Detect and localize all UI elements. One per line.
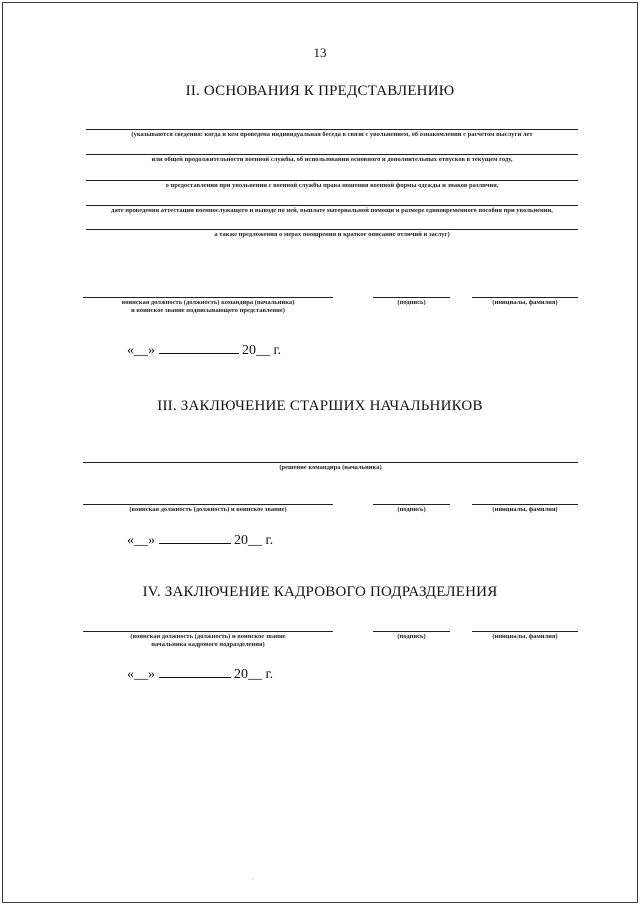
- caption-line-1: (указываются сведения: когда и кем проведена индивидуальная беседа в связи с увольнением, об ознакомлении с расчетом выслуги лет: [131, 131, 533, 138]
- date-day-s3: «__»: [127, 533, 155, 548]
- fill-line-4: [86, 205, 578, 206]
- footer-mark: ·: [251, 875, 254, 884]
- name-line-s4: [472, 631, 578, 632]
- name-caption-s3: (инициалы, фамилия): [492, 506, 558, 513]
- fill-line-2: [86, 154, 578, 155]
- date-year-s2: 20__ г.: [242, 343, 282, 358]
- date-month-blank-s4: [159, 664, 231, 678]
- date-month-blank-s2: [159, 340, 239, 354]
- signature-caption-s4: (подпись): [397, 633, 426, 640]
- section-3-title: III. ЗАКЛЮЧЕНИЕ СТАРШИХ НАЧАЛЬНИКОВ: [157, 398, 483, 414]
- decision-caption-s3: (решение командира (начальника): [279, 464, 382, 471]
- signature-caption-s2: (подпись): [397, 299, 426, 306]
- fill-line-5: [86, 229, 578, 230]
- document-page: [2, 2, 638, 903]
- date-day-s4: «__»: [127, 667, 155, 682]
- date-line-s4: [127, 664, 273, 683]
- caption-line-3: о предоставлении при увольнении с военной службы права ношения военной формы одежды и знаков различия,: [165, 182, 499, 189]
- signature-line-s2: [373, 297, 450, 298]
- position-caption-s4-line2: начальника кадрового подразделения): [151, 641, 265, 648]
- name-line-s3: [472, 504, 578, 505]
- date-line-s3: [127, 530, 273, 549]
- position-caption-s4-line1: (воинская должность (должность) и воинское звание: [130, 633, 286, 640]
- position-line-s2: [83, 297, 333, 298]
- page-number: 13: [313, 45, 327, 60]
- name-caption-s2: (инициалы, фамилия): [492, 299, 558, 306]
- signature-caption-s3: (подпись): [397, 506, 426, 513]
- position-caption-s3: (воинская должность (должность) и воинское звание): [129, 506, 287, 513]
- caption-line-2: или общей продолжительности военной службы, об использовании основного и дополнительных отпусков в текущем году,: [151, 156, 513, 163]
- name-caption-s4: (инициалы, фамилия): [492, 633, 558, 640]
- signature-line-s4: [373, 631, 450, 632]
- section-2-title: II. ОСНОВАНИЯ К ПРЕДСТАВЛЕНИЮ: [185, 83, 455, 99]
- date-day-s2: «__»: [127, 343, 155, 358]
- name-line-s2: [472, 297, 578, 298]
- position-line-s3: [83, 504, 333, 505]
- date-year-s3: 20__ г.: [234, 533, 274, 548]
- position-caption-s2-line1: воинская должность (должность) командира (начальника): [121, 299, 295, 306]
- fill-line-1: [86, 129, 578, 130]
- position-line-s4: [83, 631, 333, 632]
- caption-line-4: дате проведения аттестации военнослужащего и выводе по ней, выплате материальной помощи и размере единовременного пособия при увольнении,: [111, 207, 553, 214]
- date-year-s4: 20__ г.: [234, 667, 274, 682]
- section-4-title: IV. ЗАКЛЮЧЕНИЕ КАДРОВОГО ПОДРАЗДЕЛЕНИЯ: [142, 584, 498, 600]
- decision-line-s3: [83, 462, 578, 463]
- position-caption-s2-line2: и воинское звание подписывающего представление): [131, 307, 285, 314]
- caption-line-5: а также предложения о мерах поощрения и краткое описание отличий и заслуг): [214, 231, 450, 238]
- signature-line-s3: [373, 504, 450, 505]
- date-month-blank-s3: [159, 530, 231, 544]
- date-line-s2: [127, 340, 281, 359]
- fill-line-3: [86, 180, 578, 181]
